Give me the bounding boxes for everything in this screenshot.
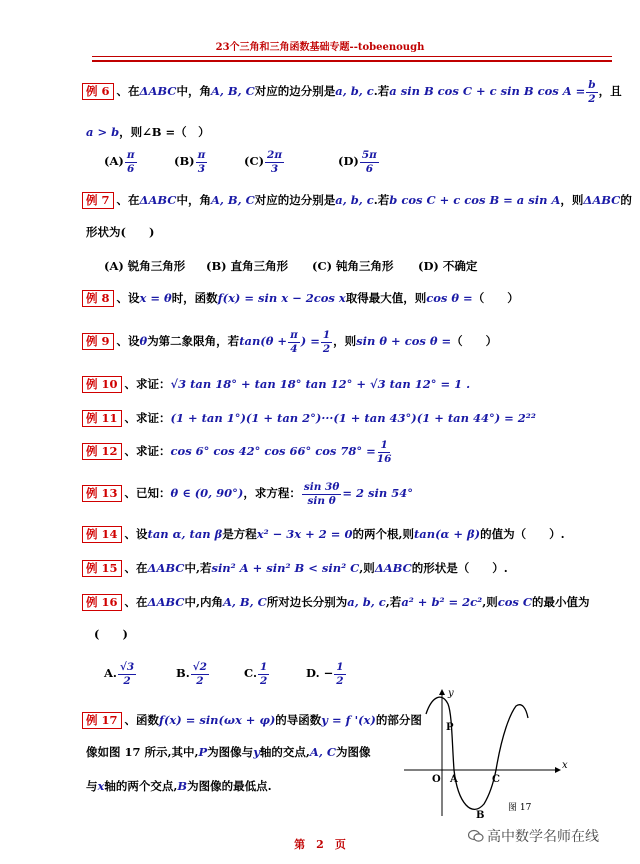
problem-6-option-d: (D) $\frac{5\pi}{6}$ [338, 149, 377, 175]
problem-14: 例 14 、设tan α, tan β是方程x² − 3x + 2 = 0的两个根,则tan(α + β)的值为（ ）. [82, 526, 565, 543]
problem-15: 例 15 、在ΔABC中,若sin² A + sin² B < sin² C,则ΔABC的形状是（ ）. [82, 560, 508, 577]
problem-16-label: 例 16 [82, 594, 122, 611]
problem-12: 例 12 、求证：cos 6° cos 42° cos 66° cos 78° = $\frac{1}{16}$ [82, 440, 392, 464]
problem-14-label: 例 14 [82, 526, 122, 543]
problem-7-option-d: (D) 不确定 [418, 259, 478, 273]
problem-6: 例 6 、在ΔABC中，角A, B, C对应的边分别是a, b, c.若a sin B cos C + c sin B cos A = $\frac{b}{2}$ ，且 [82, 80, 622, 104]
problem-16-option-d: D. − $\frac{1}{2}$ [306, 661, 344, 687]
problem-17-line-3: 与x轴的两个交点,B为图像的最低点. [86, 779, 272, 793]
figure-17-graph [404, 684, 574, 820]
problem-10-label: 例 10 [82, 376, 122, 393]
page-header: 23个三角和三角函数基础专题--tobeenough [215, 42, 425, 53]
problem-12-label: 例 12 [82, 443, 122, 460]
problem-8: 例 8 、设x = θ时，函数f(x) = sin x − 2cos x取得最大值，则cos θ =（ ） [82, 290, 519, 307]
header-rule-thick [92, 60, 612, 62]
problem-8-label: 例 8 [82, 290, 114, 307]
problem-6-option-c: (C) $\frac{2\pi}{3}$ [244, 149, 283, 175]
problem-6-continued: a > b，则∠B =（ ） [86, 125, 210, 139]
page-number: 第 2 页 [294, 838, 346, 851]
derivative-curve [426, 697, 528, 809]
y-axis-label: y [448, 688, 454, 699]
point-p-label: P [446, 722, 454, 733]
problem-6-label: 例 6 [82, 83, 114, 100]
problem-17: 例 17 、函数f(x) = sin(ωx + φ)的导函数y = f '(x)的部分图 [82, 712, 422, 729]
problem-9: 例 9 、设θ为第二象限角，若tan(θ + $\frac{\pi}{4}$ ) = $\frac{1}{2}$ ，则sin θ + cos θ =（ ） [82, 330, 497, 354]
point-b-label: B [476, 810, 485, 820]
problem-9-label: 例 9 [82, 333, 114, 350]
problem-7-option-a: (A) 锐角三角形 [104, 259, 186, 273]
problem-15-label: 例 15 [82, 560, 122, 577]
header-rule [92, 56, 612, 57]
problem-11-label: 例 11 [82, 410, 122, 427]
problem-13-label: 例 13 [82, 485, 122, 502]
problem-16-continued: ( ) [94, 627, 128, 641]
watermark: 高中数学名师在线 [468, 826, 599, 846]
problem-7-label: 例 7 [82, 192, 114, 209]
problem-10: 例 10 、求证：√3 tan 18° + tan 18° tan 12° + √3 tan 12° = 1 . [82, 376, 470, 393]
x-axis-label: x [562, 760, 568, 771]
problem-17-label: 例 17 [82, 712, 122, 729]
figure-caption: 图 17 [508, 803, 532, 813]
problem-16: 例 16 、在ΔABC中,内角A, B, C所对边长分别为a, b, c,若a² + b² = 2c²,则cos C的最小值为 [82, 594, 590, 611]
problem-6-option-b: (B) $\frac{\pi}{3}$ [174, 149, 206, 175]
problem-16-option-a: A. $\frac{√3}{2}$ [104, 661, 135, 687]
problem-7-option-c: (C) 钝角三角形 [312, 259, 394, 273]
problem-17-line-2: 像如图 17 所示,其中,P为图像与y轴的交点,A, C为图像 [86, 745, 371, 759]
problem-6-option-a: (A) $\frac{\pi}{6}$ [104, 149, 135, 175]
point-a-label: A [450, 774, 458, 785]
problem-13: 例 13 、已知：θ ∈ (0, 90°)，求方程： $\frac{\sin 3\theta}{\text{sin θ}}$ = 2 sin 54° [82, 482, 413, 506]
problem-11: 例 11 、求证：(1 + tan 1°)(1 + tan 2°)···(1 + tan 43°)(1 + tan 44°) = 2²² [82, 410, 536, 427]
problem-16-option-c: C. $\frac{1}{2}$ [244, 661, 268, 687]
problem-16-option-b: B. $\frac{√2}{2}$ [176, 661, 207, 687]
problem-7: 例 7 、在ΔABC中，角A, B, C对应的边分别是a, b, c.若b cos C + c cos B = a sin A，则ΔABC的 [82, 192, 632, 209]
point-c-label: C [492, 774, 500, 785]
origin-label: O [432, 774, 441, 785]
problem-7-continued: 形状为( ) [86, 225, 155, 239]
problem-7-option-b: (B) 直角三角形 [206, 259, 289, 273]
